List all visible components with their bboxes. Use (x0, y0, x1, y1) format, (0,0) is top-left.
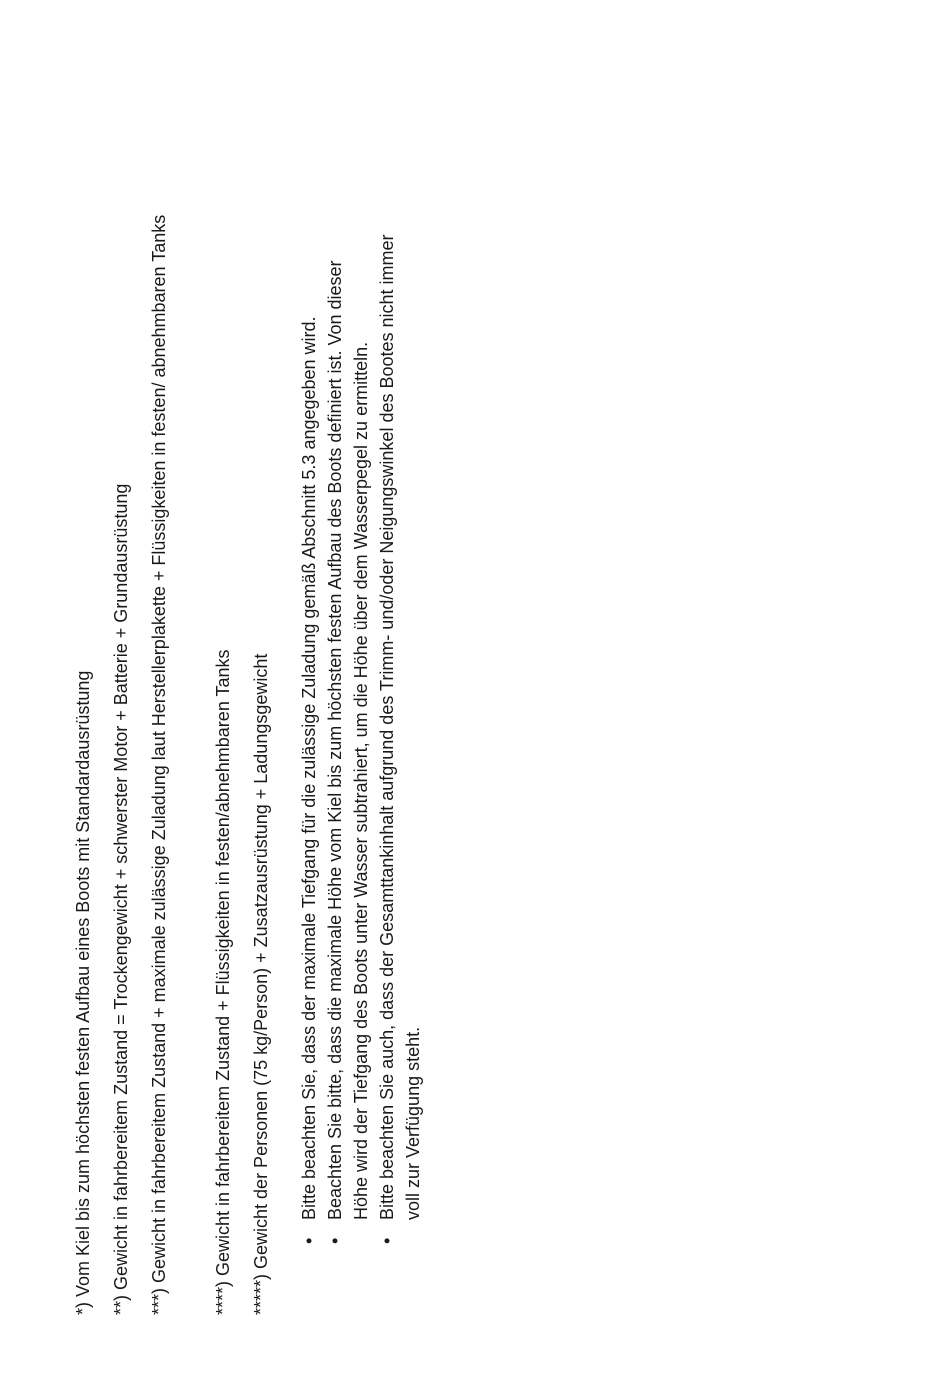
bullet-text: Bitte beachten Sie auch, dass der Gesamttankinhalt aufgrund des Trimm- und/oder Neigungswinkel des Bootes nicht immer voll zur Verfügung steht. (377, 234, 423, 1220)
notes-bullet-list (296, 220, 426, 1244)
rotated-page-content (70, 85, 430, 1315)
bullet-item (296, 220, 322, 1244)
bullet-text: Bitte beachten Sie, dass der maximale Tiefgang für die zulässige Zuladung gemäß Abschnitt 5.3 angegeben wird. (299, 316, 319, 1220)
footnote-4: ****) Gewicht in fahrbereitem Zustand + Flüssigkeiten in festen/abnehmbaren Tanks (213, 649, 233, 1315)
footnote-1: *) Vom Kiel bis zum höchsten festen Aufbau eines Boots mit Standardausrüstung (73, 670, 93, 1315)
bullet-item (374, 220, 426, 1244)
bullet-icon: • (377, 1237, 397, 1244)
bullet-text: Beachten Sie bitte, dass die maximale Höhe vom Kiel bis zum höchsten festen Aufbau des Boots definiert ist. Von dieser Höhe wird der Tiefgang des Boots unter Wasser subtrahiert, um die Höhe über dem Wasserpegel zu ermitteln. (325, 260, 371, 1220)
footnote-5: *****) Gewicht der Personen (75 kg/Person) + Zusatzausrüstung + Ladungsgewicht (251, 653, 271, 1315)
footnote-2: **) Gewicht in fahrbereitem Zustand = Trockengewicht + schwerster Motor + Batterie + Grundausrüstung (111, 483, 131, 1315)
footnote-3: ***) Gewicht in fahrbereitem Zustand + maximale zulässige Zuladung laut Herstellerplakette + Flüssigkeiten in festen/ abnehmbaren Tanks (149, 214, 169, 1315)
bullet-icon: • (325, 1237, 345, 1244)
bullet-item (322, 220, 374, 1244)
bullet-icon: • (299, 1237, 319, 1244)
